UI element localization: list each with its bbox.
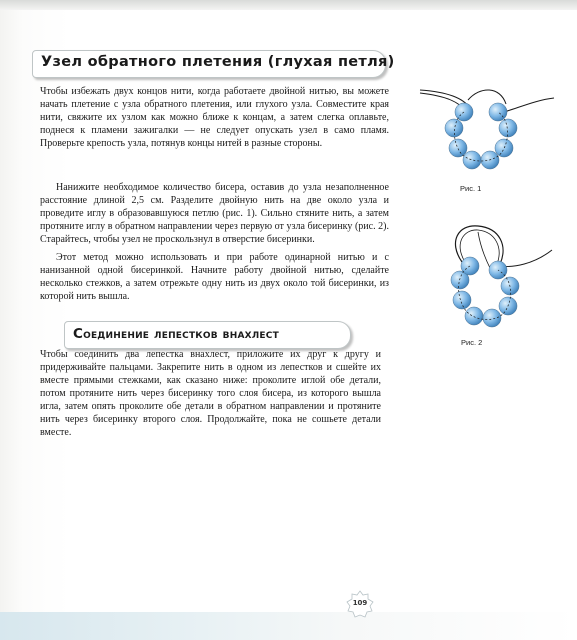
figure-1-bead-loop-diagram bbox=[418, 78, 558, 188]
paragraph-petal-joining: Чтобы соединить два лепестка внахлест, приложите их друг к другу и придерживайте пальцами. Закрепите нить в одном из лепестков и сшейте их вместе прямыми стежками, как сказано ниже: проколите иглой обе детали, потом протяните нить через бисеринку того слоя бисера, из которого вышла игла, затем опять проколите обе детали в обратном направлении и протяните нить через бисеринку второго слоя. Продолжайте, пока не сошьете детали вместе. bbox=[40, 349, 381, 438]
paragraph-knot-intro: Чтобы избежать двух концов нити, когда работаете двойной нитью, вы можете начать плетение с узла обратного плетения, или глухого узла. Совместите края нити, свяжите их узлом как можно ближе к концам, а затем слегка оплавьте, поднеся к пламени зажигалки — не следует опускать узел в само пламя. Проверьте крепость узла, потянув концы нитей в разные стороны. bbox=[40, 86, 389, 149]
heading-text: Узел обратного плетения (глухая петля) bbox=[41, 54, 395, 70]
page-bottom-decoration bbox=[0, 612, 577, 640]
section-heading-reverse-knot bbox=[32, 50, 395, 78]
paragraph-knot-alternative: Этот метод можно использовать и при работе одинарной нитью и с нанизанной одной бисеринкой. Начните работу двойной нитью, сделайте несколько стежков, а затем отрежьте одну нить из двух около той бисеринки, из которой нить вышла. bbox=[40, 252, 389, 302]
figure-2-bead-loop-diagram bbox=[418, 222, 558, 347]
figure-1-caption: Рис. 1 bbox=[460, 184, 482, 193]
heading-text: Соединение лепестков внахлест bbox=[73, 326, 279, 342]
paragraph-knot-steps: Нанижите необходимое количество бисера, оставив до узла незаполненное расстояние длиной 2,5 см. Разделите двойную нить на две около узла и проведите иглу в образовавшуюся петлю (рис. 1). Сильно стяните нить, а затем протяните иглу в обратном направлении через первую от узла бисеринку (рис. 2). Старайтесь, чтобы узел не проскользнул в отверстие бисеринки. bbox=[40, 182, 389, 245]
figure-2-caption: Рис. 2 bbox=[461, 338, 483, 347]
page-number: 109 bbox=[352, 599, 368, 607]
page-top-edge bbox=[0, 0, 577, 10]
bead bbox=[445, 119, 463, 137]
section-heading-petal-joining bbox=[64, 321, 351, 349]
